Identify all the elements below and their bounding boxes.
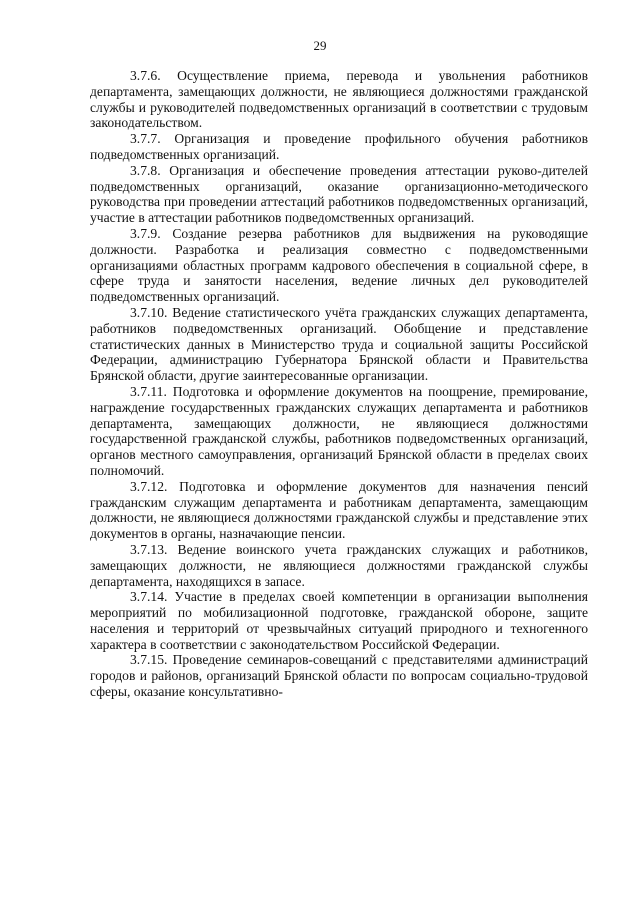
paragraph-3-7-9: 3.7.9. Создание резерва работников для выдвижения на руководящие должности. Разработка и реализация совместно с подведомственными организациями областных программ кадрового обеспечения в социальной сфере, в сфере труда и занятости населения, ведение личных дел руководителей подведомственных организаций. (90, 225, 588, 305)
paragraph-3-7-8: 3.7.8. Организация и обеспечение проведения аттестации руково-дителей подведомственных организаций, оказание организационно-методического руководства при проведении аттестаций работников подведомственных организаций, участие в аттестации работников подведомственных организаций. (90, 162, 588, 226)
paragraph-3-7-14: 3.7.14. Участие в пределах своей компетенции в организации выполнения мероприятий по мобилизационной подготовке, гражданской обороне, защите населения и территорий от чрезвычайных ситуаций природного и техногенного характера в соответствии с законодательством Российской Федерации. (90, 589, 588, 652)
paragraph-3-7-6: 3.7.6. Осуществление приема, перевода и увольнения работников департамента, замещающих должности, не являющиеся должностями гражданской службы и руководителей подведомственных организаций в соответствии с трудовым законодательством. (90, 68, 588, 131)
paragraph-3-7-15: 3.7.15. Проведение семинаров-совещаний с представителями администраций городов и районов, организаций Брянской области по вопросам социально-трудовой сферы, оказание консультативно- (90, 652, 588, 700)
paragraph-3-7-10: 3.7.10. Ведение статистического учёта гражданских служащих департамента, работников подведомственных организаций. Обобщение и представление статистических данных в Министерство труда и социальной защиты Российской Федерации, администрацию Губернатора Брянской области и Правительства Брянской области, другие заинтересованные организации. (90, 304, 588, 384)
document-body (90, 68, 588, 700)
paragraph-3-7-7: 3.7.7. Организация и проведение профильного обучения работников подведомственных организаций. (90, 131, 588, 162)
paragraph-3-7-12: 3.7.12. Подготовка и оформление документов для назначения пенсий гражданским служащим департамента и работникам департамента, замещающим должности, не являющиеся должностями гражданской службы и представление этих документов в органы, назначающие пенсии. (90, 478, 588, 542)
paragraph-3-7-11: 3.7.11. Подготовка и оформление документов на поощрение, премирование, награждение государственных гражданских служащих департамента и работников департамента, замещающих должности, не являющиеся должностями государственной гражданской службы, работников подведомственных организаций, органов местного самоуправления, организаций Брянской области в пределах своих полномочий. (90, 383, 588, 478)
paragraph-3-7-13: 3.7.13. Ведение воинского учета гражданских служащих и работников, замещающих должности, не являющиеся должностями гражданской службы департамента, находящихся в запасе. (90, 541, 588, 589)
page-number: 29 (313, 38, 327, 53)
